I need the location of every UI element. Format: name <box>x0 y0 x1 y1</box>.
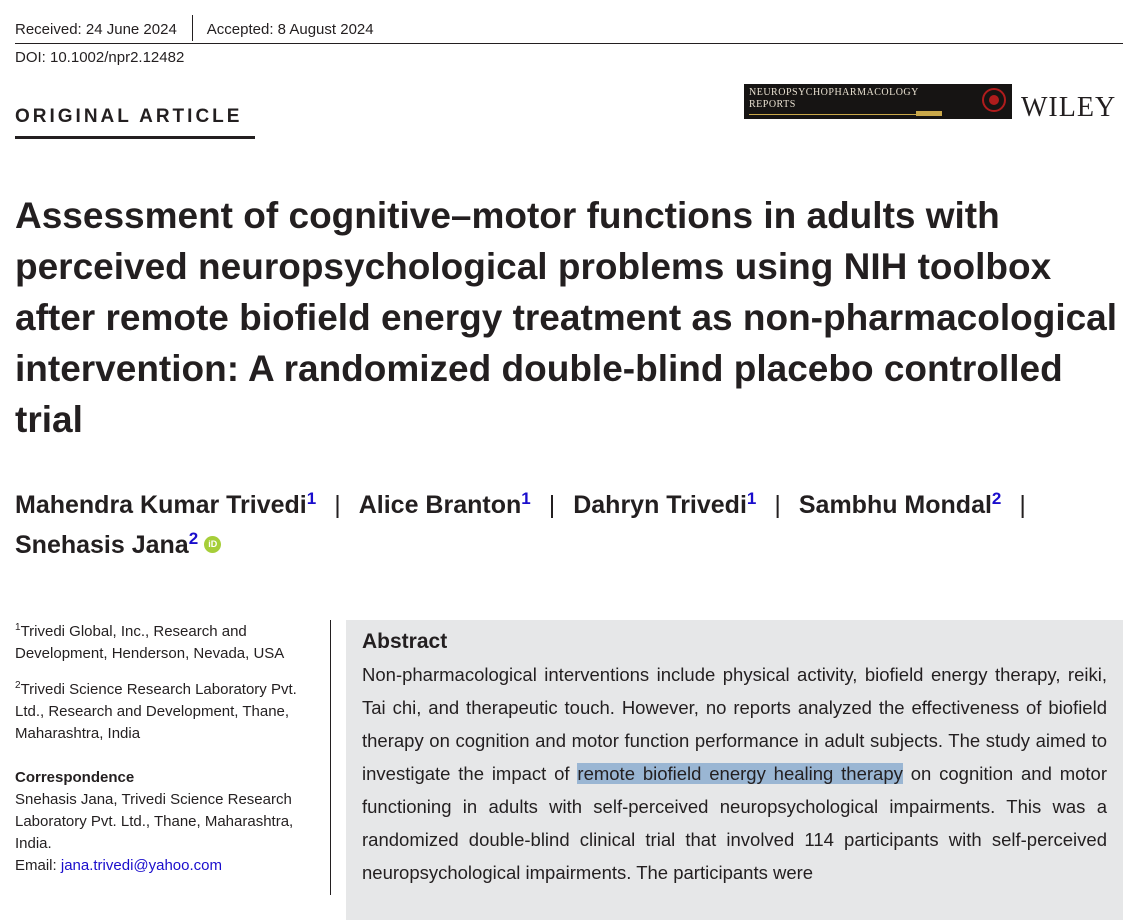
column-divider <box>330 620 331 895</box>
received-date: Received: 24 June 2024 <box>15 20 177 38</box>
affiliation: $^1$Trivedi Global, Inc., Research and Development, Henderson, Nevada, USA <box>15 622 285 662</box>
affiliation: $^2$Trivedi Science Research Laboratory Pvt. Ltd., Research and Development, Thane, Maharashtra, India <box>15 680 297 742</box>
author-separator: | <box>774 491 781 519</box>
affiliation-ref[interactable]: 2 <box>991 489 1002 508</box>
author-name[interactable]: Snehasis Jana <box>15 531 189 559</box>
abstract-box <box>346 620 1123 920</box>
correspondence <box>15 767 320 877</box>
journal-logo-icon <box>982 88 1006 112</box>
abstract-heading: Abstract <box>362 630 448 653</box>
author-separator: | <box>334 491 341 519</box>
article-dates <box>15 17 374 43</box>
journal-banner[interactable] <box>744 84 1012 119</box>
author-separator: | <box>548 491 556 519</box>
affiliations-panel <box>15 617 320 887</box>
affiliation-ref[interactable]: 1 <box>521 489 531 508</box>
publisher-logo[interactable]: WILEY <box>1021 92 1117 123</box>
article-type-label: ORIGINAL ARTICLE <box>15 106 243 127</box>
author-list <box>15 485 1125 565</box>
correspondence-heading: Correspondence <box>15 769 135 786</box>
abstract-text[interactable]: Non-pharmacological interventions include physical activity, biofield energy therapy, reiki, Tai chi, and therapeutic touch. However, no reports analyzed the effectiveness of biofield therapy on cognition and motor function performance in adult subjects. The study aimed to investigate the impact of remote biofield energy healing therapy on cognition and motor functioning in adults with self-perceived neuropsychological impairments. This was a randomized double-blind clinical trial that involved 114 participants with self-perceived neuropsychological impairments. The participants were <box>362 664 1107 883</box>
author-name[interactable]: Mahendra Kumar Trivedi <box>15 491 307 519</box>
author-name[interactable]: Dahryn Trivedi <box>573 491 747 519</box>
journal-banner-line <box>749 114 935 115</box>
orcid-icon[interactable]: iD <box>204 536 221 553</box>
doi[interactable]: DOI: 10.1002/npr2.12482 <box>15 49 185 66</box>
author-separator: | <box>1019 491 1026 519</box>
journal-name: NEUROPSYCHOPHARMACOLOGY REPORTS <box>749 87 919 110</box>
text-selection-highlight[interactable]: remote biofield energy healing therapy <box>577 763 903 784</box>
article-type-underline <box>15 136 255 139</box>
author-name[interactable]: Alice Branton <box>358 491 522 519</box>
affiliation-ref[interactable]: 1 <box>306 489 317 508</box>
email-label: Email: <box>15 857 57 874</box>
author-name[interactable]: Sambhu Mondal <box>798 491 992 519</box>
affiliation-ref[interactable]: 2 <box>188 529 199 548</box>
affiliation-ref[interactable]: 1 <box>746 489 757 508</box>
correspondence-text: Snehasis Jana, Trivedi Science Research Laboratory Pvt. Ltd., Thane, Maharashtra, India. <box>15 791 294 852</box>
email-link[interactable]: jana.trivedi@yahoo.com <box>60 857 222 874</box>
header-rule <box>15 43 1123 44</box>
article-title: Assessment of cognitive–motor functions in adults with perceived neuropsychological problems using NIH toolbox after remote biofield energy treatment as non-pharmacological intervention: A randomized double-blind placebo controlled trial <box>15 195 1118 440</box>
accepted-date: Accepted: 8 August 2024 <box>206 20 374 38</box>
date-separator <box>192 15 193 41</box>
open-access-badge <box>916 111 942 116</box>
